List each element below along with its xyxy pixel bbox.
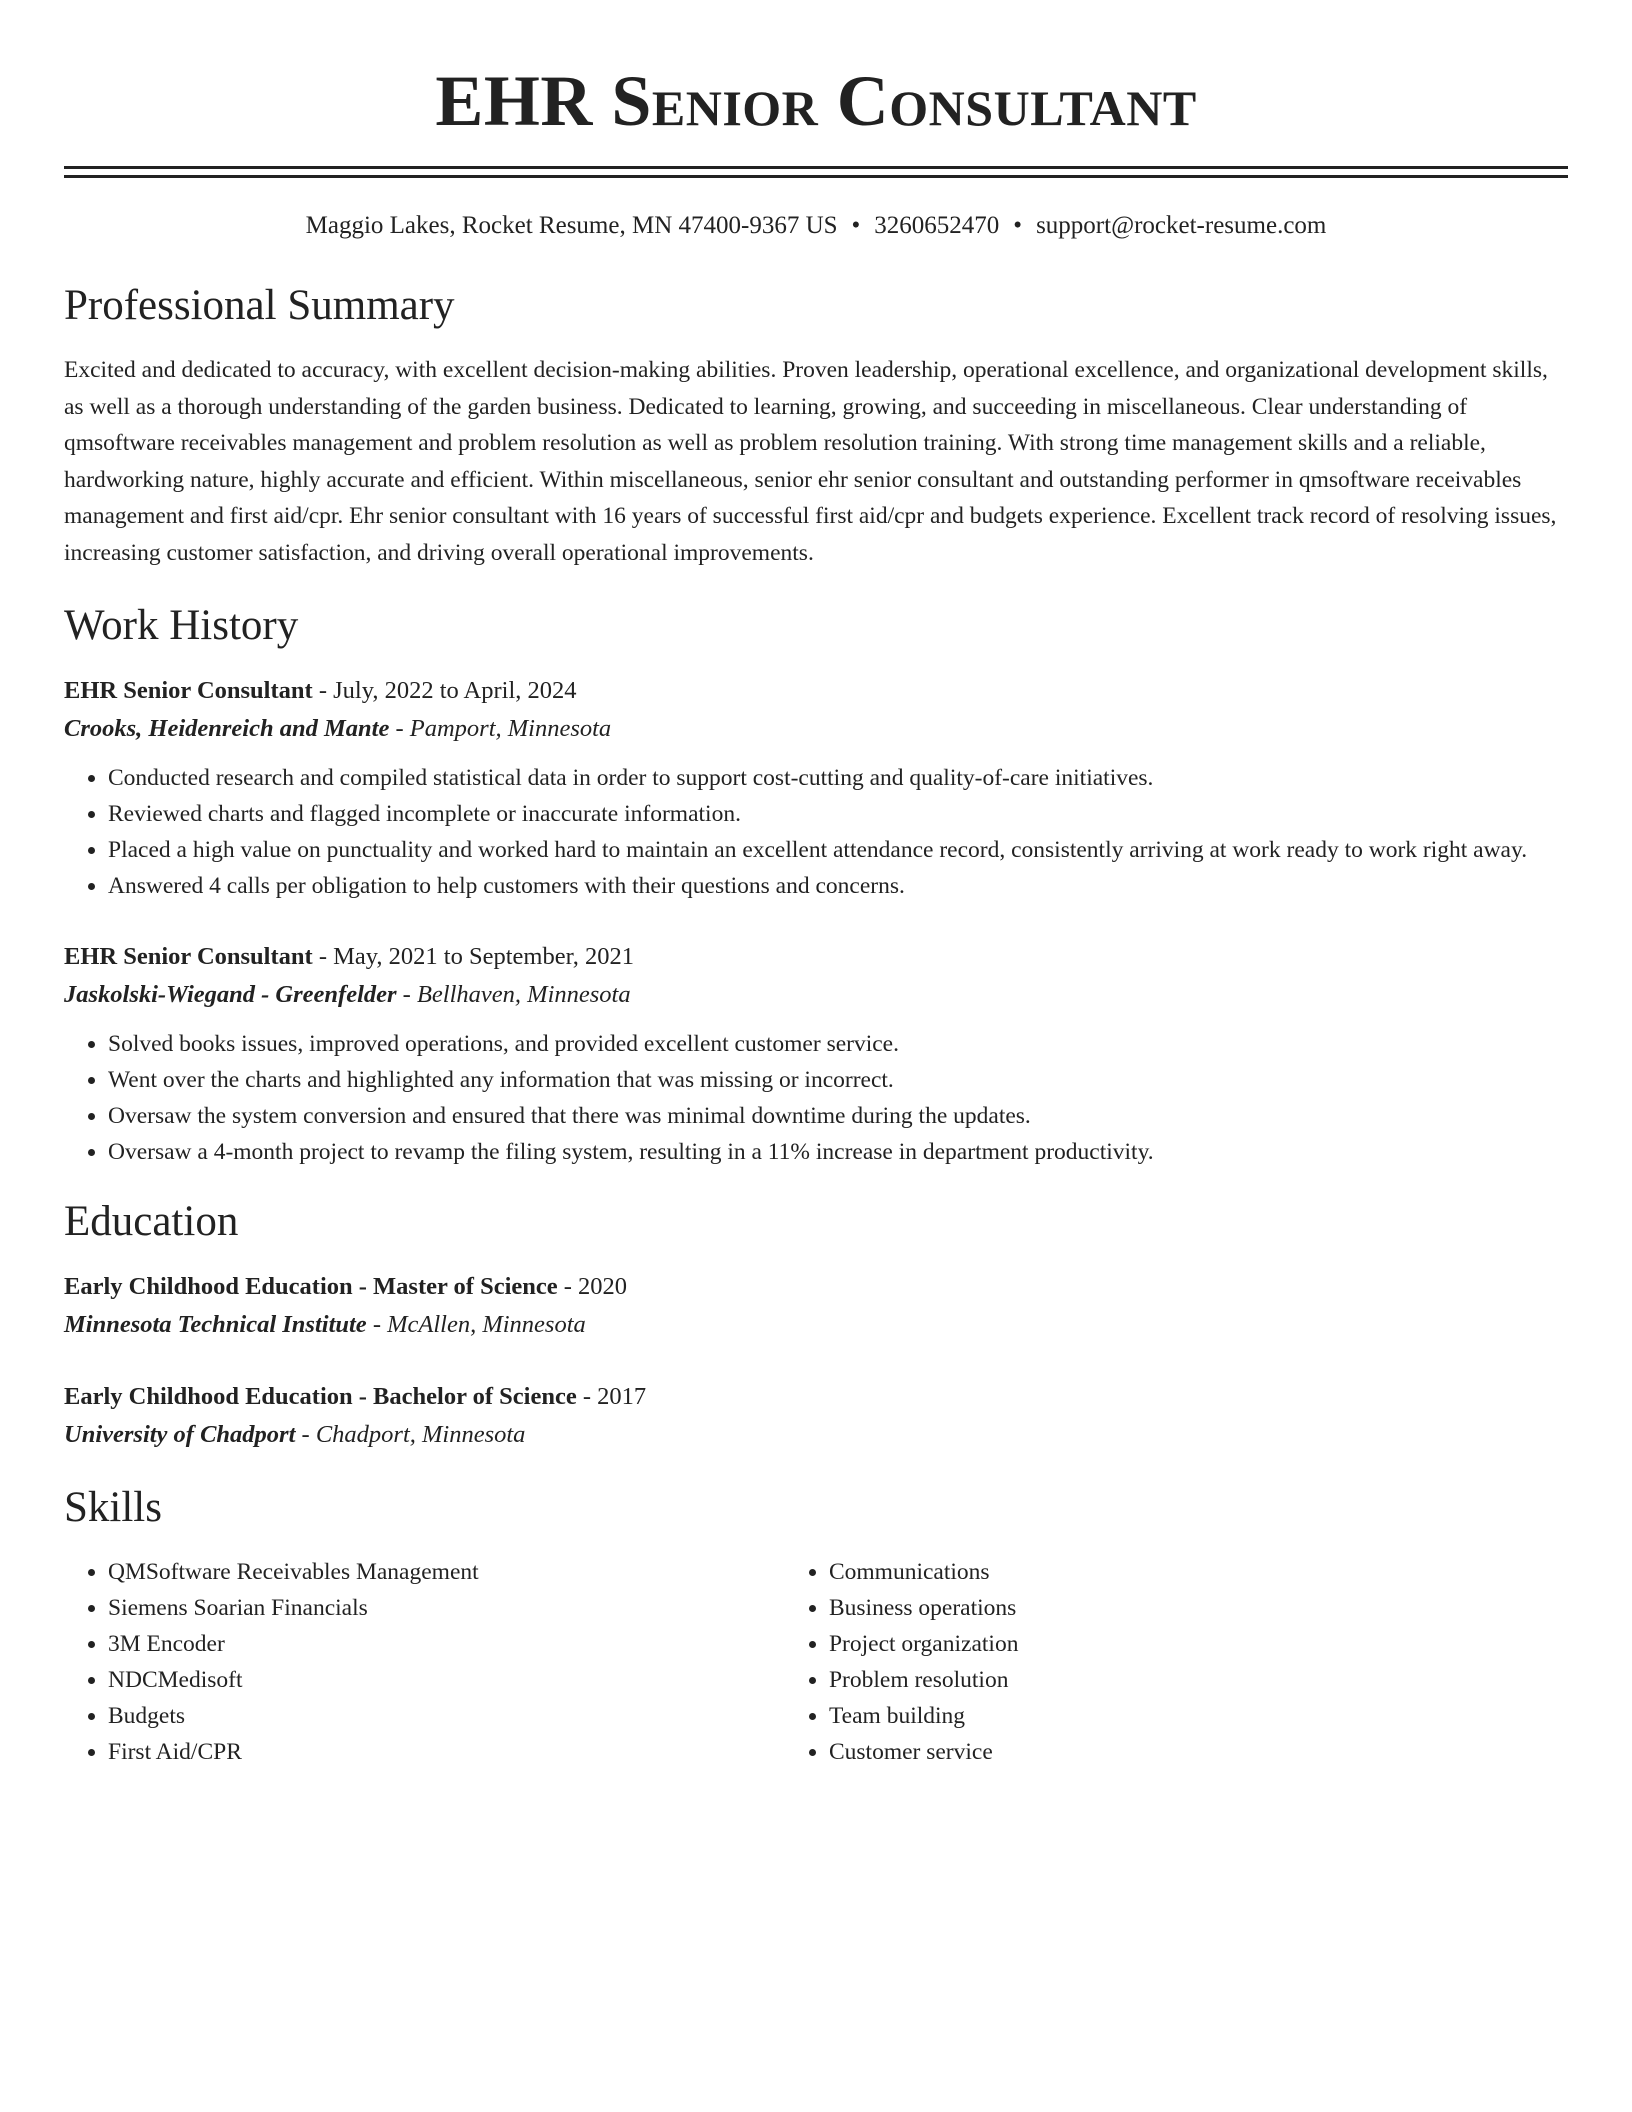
education-school-line [64,1306,1568,1344]
education-degree: Early Childhood Education - Bachelor of Science [64,1382,577,1410]
job-bullet: • Reviewed charts and flagged incomplete or inaccurate information. [108,796,1568,832]
summary-heading: Professional Summary [64,282,455,329]
skill-item: • Communications [829,1554,1568,1590]
skill-item: • Project organization [829,1626,1568,1662]
job-bullets [64,760,1568,904]
job-bullet: • Answered 4 calls per obligation to help customers with their questions and concerns. [108,868,1568,904]
skill-item: • Budgets [108,1698,785,1734]
skills-heading: Skills [64,1483,162,1531]
work-history-heading: Work History [64,601,299,649]
job-bullet: • Conducted research and compiled statistical data in order to support cost-cutting and quality-of-care initiatives. [108,760,1568,796]
skill-item: • NDCMedisoft [108,1662,785,1698]
job-company: Jaskolski-Wiegand - Greenfelder [64,980,397,1008]
job-title-line [64,938,1568,976]
skills-list [64,1554,1568,1770]
contact-separator: • [851,212,861,239]
job-title-line [64,672,1568,710]
education-school-line [64,1416,1568,1454]
skill-item: • Customer service [829,1734,1568,1770]
job-bullet: • Oversaw the system conversion and ensured that there was minimal downtime during the updates. [108,1098,1568,1134]
resume-page [64,0,1568,1770]
job-bullet: • Oversaw a 4-month project to revamp the filing system, resulting in a 11% increase in department productivity. [108,1134,1568,1170]
job-bullet: • Solved books issues, improved operations, and provided excellent customer service. [108,1026,1568,1062]
job-bullets [64,1026,1568,1170]
skill-item: • 3M Encoder [108,1626,785,1662]
job-role: EHR Senior Consultant [64,676,313,704]
job-entry [64,672,1568,904]
education-year: - 2017 [576,1382,647,1410]
job-location: - Bellhaven, Minnesota [396,980,631,1008]
education-degree-line [64,1268,1568,1306]
skill-item: • First Aid/CPR [108,1734,785,1770]
contact-line [64,210,1568,242]
contact-separator: • [1013,212,1023,239]
education-year: - 2020 [557,1272,628,1300]
education-location: - McAllen, Minnesota [366,1310,586,1338]
job-entry [64,938,1568,1170]
skill-item: • Problem resolution [829,1662,1568,1698]
job-company: Crooks, Heidenreich and Mante [64,714,390,742]
summary-text: Excited and dedicated to accuracy, with excellent decision-making abilities. Proven leadership, operational excellence, and organizational development skills, as well as a thorough understanding of the garden business. Dedicated to learning, growing, and succeeding in miscellaneous. Clear understanding of qmsoftware receivables management and problem resolution as well as problem resolution training. With strong time management skills and a reliable, hardworking nature, highly accurate and efficient. Within miscellaneous, senior ehr senior consultant and outstanding performer in qmsoftware receivables management and first aid/cpr. Ehr senior consultant with 16 years of successful first aid/cpr and budgets experience. Excellent track record of resolving issues, increasing customer satisfaction, and driving overall operational improvements. [64,357,1557,566]
job-company-line [64,710,1568,748]
education-school: University of Chadport [64,1420,296,1448]
contact-email: support@rocket-resume.com [1036,212,1327,239]
skill-item: • Business operations [829,1590,1568,1626]
job-bullet: • Placed a high value on punctuality and worked hard to maintain an excellent attendance record, consistently arriving at work ready to work right away. [108,832,1568,868]
contact-phone: 3260652470 [874,212,1000,239]
skill-item: • Team building [829,1698,1568,1734]
job-bullet: • Went over the charts and highlighted any information that was missing or incorrect. [108,1062,1568,1098]
skills-column-left [64,1554,785,1770]
education-location: - Chadport, Minnesota [295,1420,526,1448]
header-divider-bottom [64,175,1568,178]
skill-item: • QMSoftware Receivables Management [108,1554,785,1590]
job-role: EHR Senior Consultant [64,942,313,970]
job-dates: - July, 2022 to April, 2024 [312,676,577,704]
job-location: - Pamport, Minnesota [389,714,612,742]
contact-address: Maggio Lakes, Rocket Resume, MN 47400-9367 US [305,212,838,239]
skills-column-right [785,1554,1568,1770]
education-degree-line [64,1378,1568,1416]
skill-item: • Siemens Soarian Financials [108,1590,785,1626]
job-dates: - May, 2021 to September, 2021 [312,942,635,970]
education-heading: Education [64,1197,239,1245]
education-school: Minnesota Technical Institute [64,1310,367,1338]
resume-name: EHR Senior Consultant [435,61,1197,141]
education-entry [64,1268,1568,1344]
education-entry [64,1378,1568,1454]
job-company-line [64,976,1568,1014]
education-degree: Early Childhood Education - Master of Science [64,1272,558,1300]
header-divider-top [64,166,1568,169]
